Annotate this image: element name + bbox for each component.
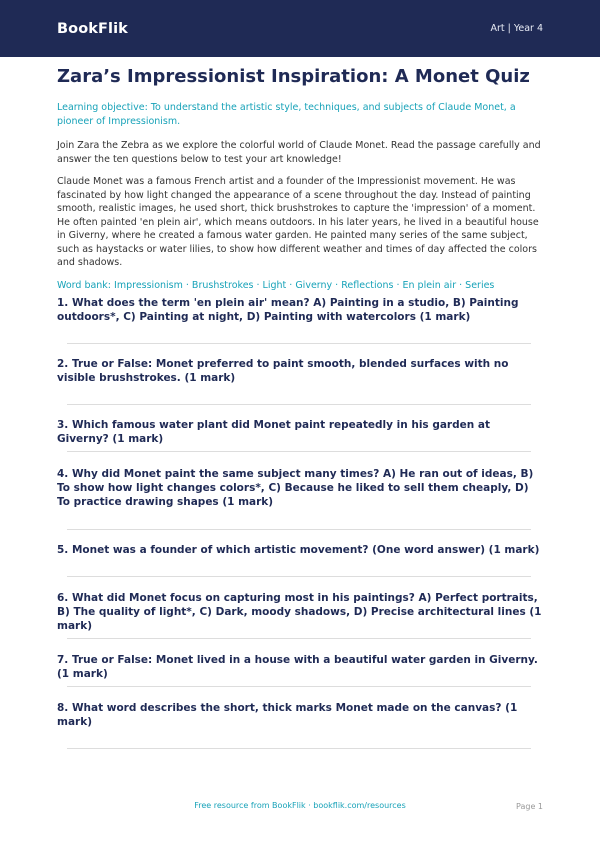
question-1: 1. What does the term 'en plein air' mean? A) Painting in a studio, B) Painting outdoors*, C) Painting at night, D) Painting with watercolors (1 mark) bbox=[57, 297, 519, 323]
answer-line-4[interactable] bbox=[67, 529, 531, 530]
footer-resource-link[interactable]: Free resource from BookFlik · bookflik.com/resources bbox=[194, 801, 406, 810]
answer-line-2[interactable] bbox=[67, 404, 531, 405]
answer-line-5[interactable] bbox=[67, 576, 531, 577]
learning-objective: Learning objective: To understand the artistic style, techniques, and subjects of Claude Monet, a pioneer of Impressionism. bbox=[57, 102, 516, 127]
page-number: Page 1 bbox=[516, 802, 543, 811]
subject-year-label: Art | Year 4 bbox=[490, 23, 543, 34]
answer-line-6[interactable] bbox=[67, 638, 531, 639]
answer-line-1[interactable] bbox=[67, 343, 531, 344]
word-bank: Word bank: Impressionism · Brushstrokes · Light · Giverny · Reflections · En plein air · Series bbox=[57, 279, 495, 291]
question-6: 6. What did Monet focus on capturing most in his paintings? A) Perfect portraits, B) The quality of light*, C) Dark, moody shadows, D) Precise architectural lines (1 mark) bbox=[57, 592, 542, 632]
page-title: Zara’s Impressionist Inspiration: A Monet Quiz bbox=[57, 66, 530, 87]
intro-text: Join Zara the Zebra as we explore the colorful world of Claude Monet. Read the passage carefully and answer the ten questions below to test your art knowledge! bbox=[57, 140, 541, 165]
question-5: 5. Monet was a founder of which artistic movement? (One word answer) (1 mark) bbox=[57, 544, 540, 556]
question-2: 2. True or False: Monet preferred to paint smooth, blended surfaces with no visible brushstrokes. (1 mark) bbox=[57, 358, 509, 384]
question-8: 8. What word describes the short, thick marks Monet made on the canvas? (1 mark) bbox=[57, 702, 518, 728]
question-3: 3. Which famous water plant did Monet paint repeatedly in his garden at Giverny? (1 mark) bbox=[57, 419, 490, 445]
reading-passage: Claude Monet was a famous French artist and a founder of the Impressionist movement. He was fascinated by how light changed the appearance of a scene throughout the day. Instead of painting smooth, realistic images, he used short, thick brushstrokes to capture the 'impression' of a moment. He often painted 'en plein air', which means outdoors. In his later years, he lived in a beautiful house in Giverny, where he created a famous water garden. He painted many series of the same subject, such as haystacks or water lilies, to show how different weather and times of day affected the colors and shadows. bbox=[57, 176, 539, 268]
answer-line-8[interactable] bbox=[67, 748, 531, 749]
answer-line-3[interactable] bbox=[67, 451, 531, 452]
question-4: 4. Why did Monet paint the same subject many times? A) He ran out of ideas, B) To show how light changes colors*, C) Because he liked to sell them cheaply, D) To practice drawing shapes (1 mark) bbox=[57, 468, 534, 508]
answer-line-7[interactable] bbox=[67, 686, 531, 687]
brand-logo: BookFlik bbox=[57, 20, 128, 37]
question-7: 7. True or False: Monet lived in a house with a beautiful water garden in Giverny. (1 mark) bbox=[57, 654, 538, 680]
page-header bbox=[0, 0, 600, 57]
main-content bbox=[0, 65, 600, 292]
